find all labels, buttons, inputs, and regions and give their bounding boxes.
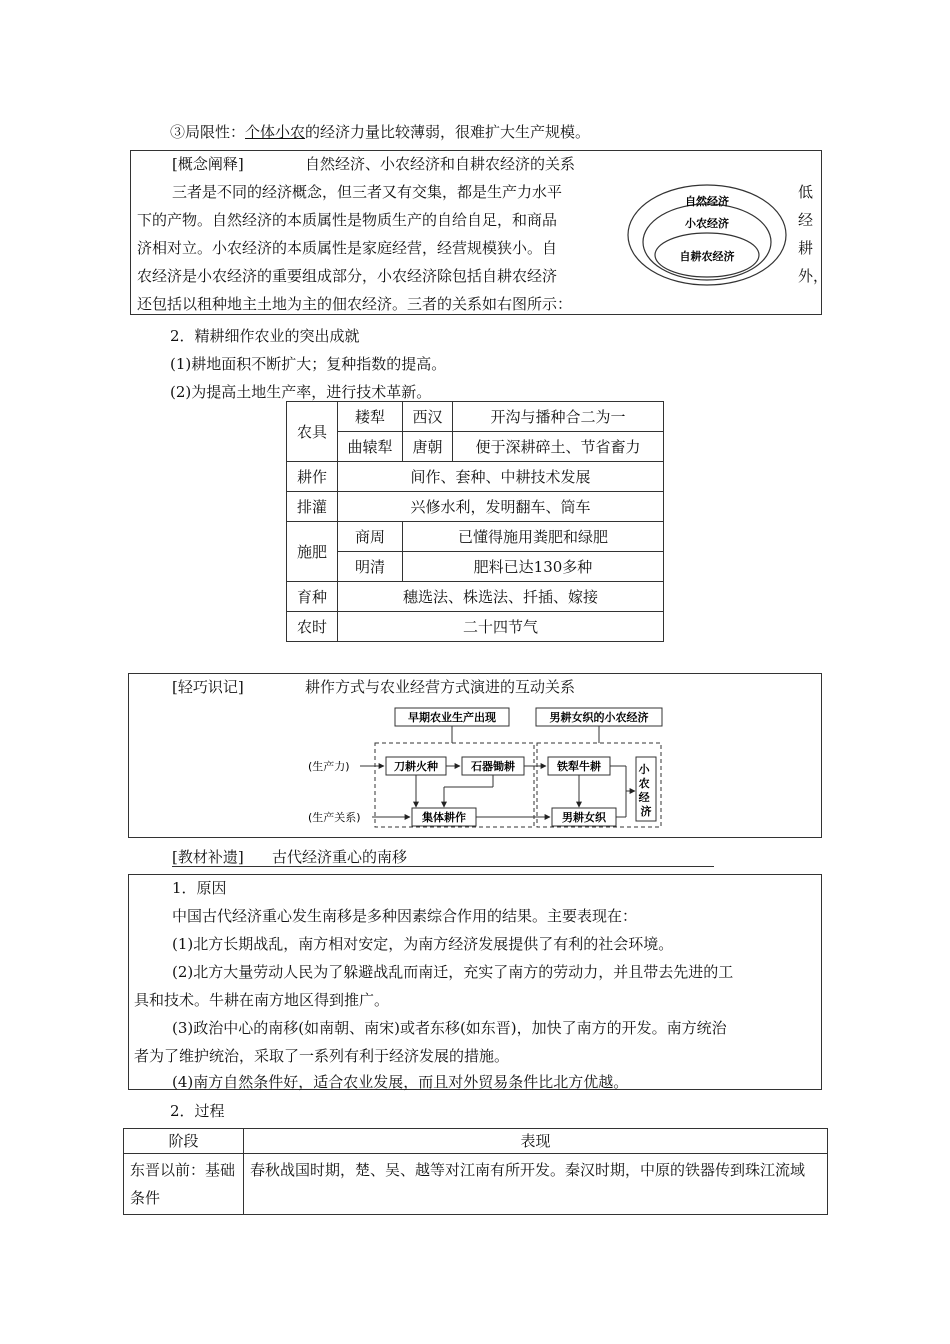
- farming-label: 耕作: [287, 462, 338, 492]
- label-productivity: (生产力): [308, 760, 350, 773]
- limitation-underlined: 个体小农: [245, 123, 306, 141]
- tool2-name: 曲辕犁: [338, 432, 403, 462]
- label-collective: 集体耕作: [422, 811, 466, 824]
- label-relations: (生产关系): [308, 811, 361, 824]
- process-desc-1: 春秋战国时期，楚、吴、越等对江南有所开发。秦汉时期，中原的铁器传到珠江流域: [244, 1154, 828, 1215]
- memo-title: 耕作方式与农业经营方式演进的互动关系: [305, 678, 576, 696]
- concept-line-1: 三者是不同的经济概念，但三者又有交集，都是生产力水平: [172, 183, 563, 201]
- memo-tag: [轻巧识记]: [172, 678, 244, 696]
- outer-label: 自然经济: [685, 195, 729, 208]
- label-stone-tools: 石器锄耕: [471, 760, 515, 773]
- breed-value: 穗选法、株选法、扦插、嫁接: [338, 582, 664, 612]
- reason-title: 1．原因: [172, 879, 227, 897]
- irrigation-value: 兴修水利，发明翻车、筒车: [338, 492, 664, 522]
- concept-right-char-4: 外，: [798, 267, 829, 285]
- reason-line-2: (1)北方长期战乱，南方相对安定，为南方经济发展提供了有利的社会环境。: [172, 935, 674, 953]
- irrigation-label: 排灌: [287, 492, 338, 522]
- limitation-prefix: ③局限性：: [170, 123, 246, 141]
- label-small-farm: 小 农 经 济: [638, 763, 652, 818]
- process-table: [123, 1128, 828, 1215]
- label-small-economy-top: 男耕女织的小农经济: [549, 711, 649, 724]
- inner-label: 自耕农经济: [679, 250, 735, 263]
- tool1-era: 西汉: [403, 402, 453, 432]
- table-row: [287, 462, 664, 492]
- table-row: [287, 612, 664, 642]
- table-row: [287, 402, 664, 432]
- process-header-stage: 阶段: [124, 1129, 244, 1154]
- reason-line-1: 中国古代经济重心发生南移是多种因素综合作用的结果。主要表现在：: [172, 907, 638, 925]
- agri-achievement-table: [286, 401, 664, 642]
- tool2-era: 唐朝: [403, 432, 453, 462]
- breed-label: 育种: [287, 582, 338, 612]
- supplement-tag: [教材补遗]: [172, 848, 244, 866]
- concept-line-5: 还包括以租种地主土地为主的佃农经济。三者的关系如右图所示：: [137, 295, 573, 313]
- fert2-desc: 肥料已达130多种: [403, 552, 664, 582]
- label-iron-ox: 铁犁牛耕: [557, 760, 601, 773]
- concept-tag: [概念阐释]: [172, 155, 244, 173]
- concept-line-3: 济相对立。小农经济的本质属性是家庭经营，经营规模狭小。自: [137, 239, 558, 257]
- concept-title: 自然经济、小农经济和自耕农经济的关系: [305, 155, 576, 173]
- fert2-era: 明清: [338, 552, 403, 582]
- concept-right-char-1: 低: [798, 183, 814, 201]
- tool1-desc: 开沟与播种合二为一: [453, 402, 664, 432]
- table-row: [287, 522, 664, 552]
- concept-line-4: 农经济是小农经济的重要组成部分，小农经济除包括自耕农经济: [137, 267, 558, 285]
- reason-line-5: (3)政治中心的南移(如南朝、南宋)或者东移(如东晋)，加快了南方的开发。南方统治: [172, 1019, 727, 1037]
- table-row: [124, 1154, 828, 1215]
- tools-label: 农具: [287, 402, 338, 462]
- section2-item-2: (2)为提高土地生产率，进行技术革新。: [170, 383, 432, 401]
- fert-label: 施肥: [287, 522, 338, 582]
- reason-line-7: (4)南方自然条件好，适合农业发展，而且对外贸易条件比北方优越。: [172, 1073, 629, 1091]
- tool2-desc: 便于深耕碎土、节省畜力: [453, 432, 664, 462]
- label-slash-burn: 刀耕火种: [394, 760, 438, 773]
- limitation-line: [170, 118, 590, 146]
- section2-item-1: (1)耕地面积不断扩大；复种指数的提高。: [170, 355, 447, 373]
- table-row: [287, 432, 664, 462]
- reason-line-3: (2)北方大量劳动人民为了躲避战乱而南迁，充实了南方的劳动力，并且带去先进的工: [172, 963, 734, 981]
- concept-right-char-2: 经: [798, 211, 814, 229]
- middle-label: 小农经济: [685, 217, 729, 230]
- table-row: [287, 492, 664, 522]
- reason-line-6: 者为了维护统治，采取了一系列有利于经济发展的措施。: [134, 1047, 510, 1065]
- tool1-name: 耧犁: [338, 402, 403, 432]
- season-label: 农时: [287, 612, 338, 642]
- economy-nested-diagram: [625, 180, 790, 290]
- reason-line-4: 具和技术。牛耕在南方地区得到推广。: [134, 991, 390, 1009]
- fert1-desc: 已懂得施用粪肥和绿肥: [403, 522, 664, 552]
- concept-right-char-3: 耕: [798, 239, 814, 257]
- process-title: 2．过程: [170, 1102, 225, 1120]
- limitation-suffix: 的经济力量比较薄弱，很难扩大生产规模。: [305, 123, 591, 141]
- supplement-title: 古代经济重心的南移: [272, 848, 408, 866]
- concept-line-2: 下的产物。自然经济的本质属性是物质生产的自给自足，和商品: [137, 211, 558, 229]
- table-row: [287, 552, 664, 582]
- farming-value: 间作、套种、中耕技术发展: [338, 462, 664, 492]
- table-row: [124, 1129, 828, 1154]
- farming-evolution-flowchart: [300, 703, 700, 833]
- supplement-underline: [172, 866, 714, 867]
- season-value: 二十四节气: [338, 612, 664, 642]
- fert1-era: 商周: [338, 522, 403, 552]
- process-stage-1: 东晋以前：基础条件: [124, 1154, 244, 1215]
- label-man-woman: 男耕女织: [562, 811, 606, 824]
- process-header-desc: 表现: [244, 1129, 828, 1154]
- section2-title: 2．精耕细作农业的突出成就: [170, 327, 360, 345]
- table-row: [287, 582, 664, 612]
- label-early-agri: 早期农业生产出现: [408, 711, 496, 724]
